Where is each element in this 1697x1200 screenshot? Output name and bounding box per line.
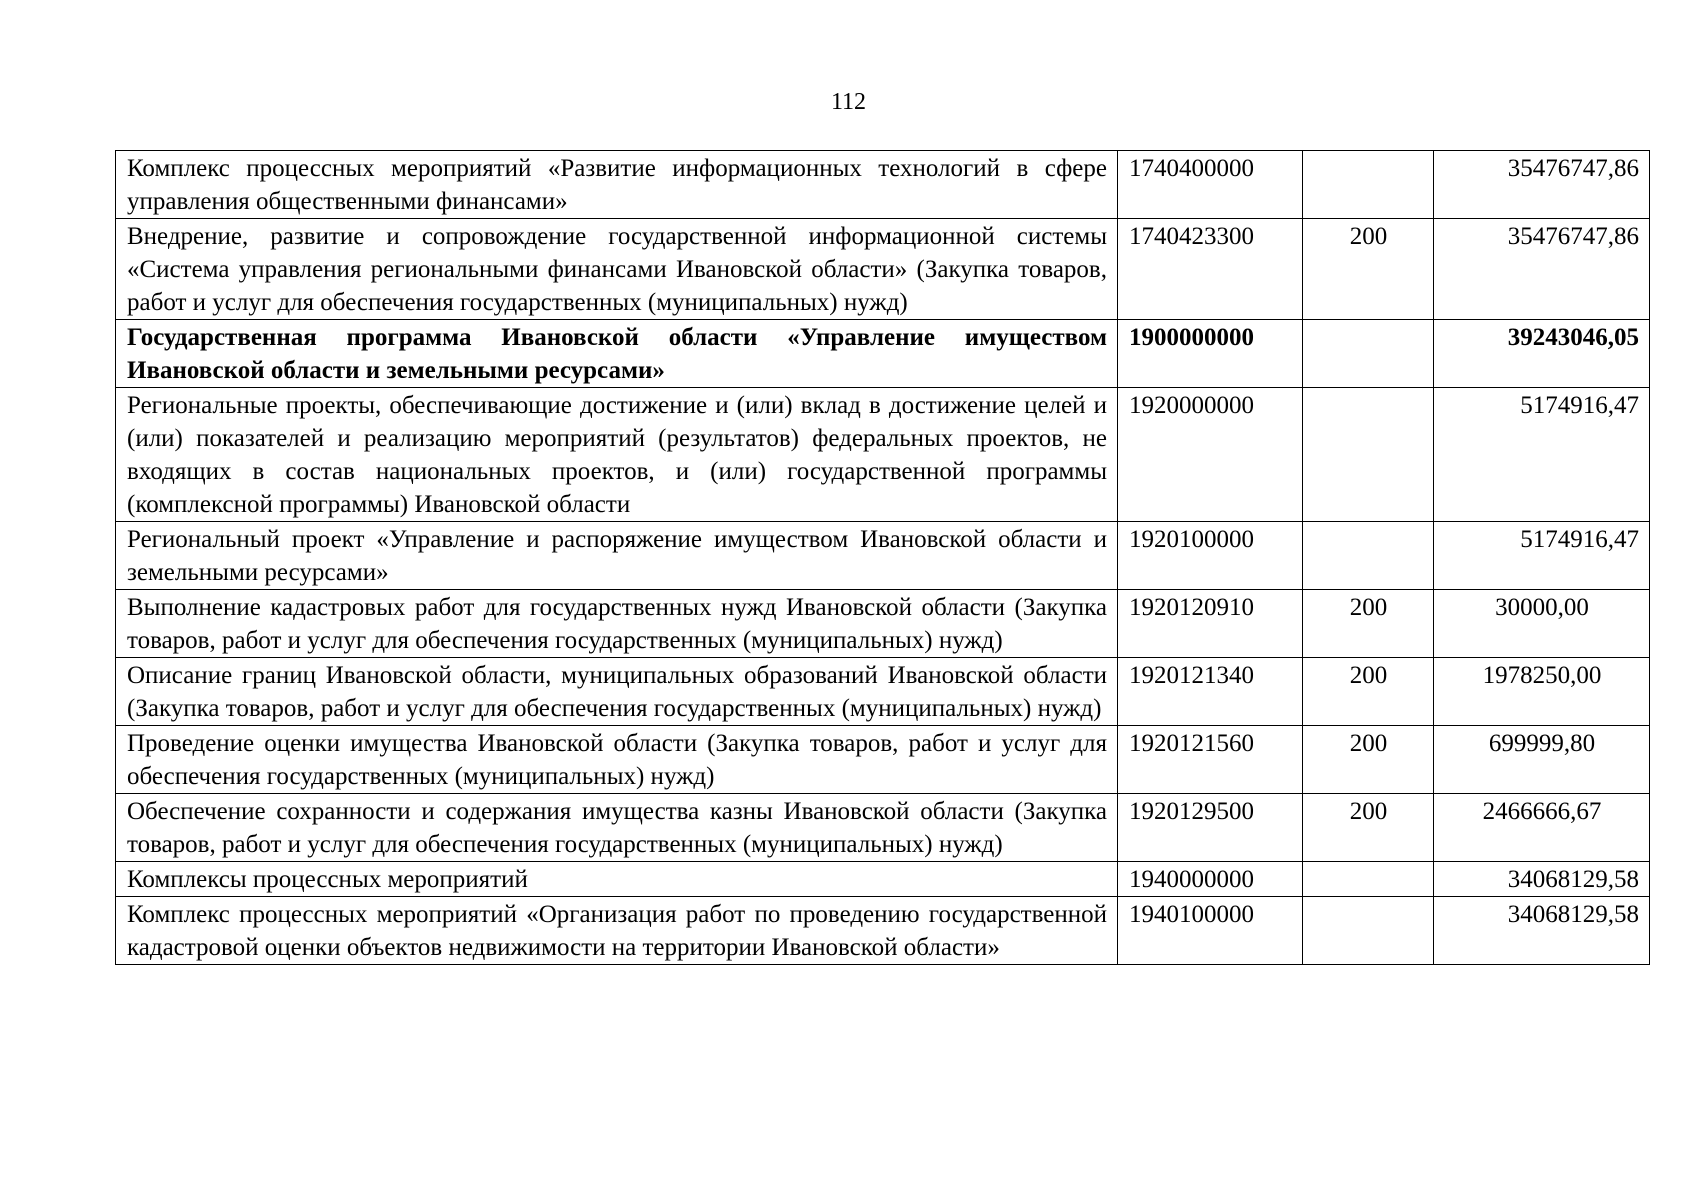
table-row [116,590,1650,658]
row-expense-type [1303,151,1434,219]
row-expense-type: 200 [1303,726,1434,794]
row-expense-type: 200 [1303,658,1434,726]
row-amount: 39243046,05 [1434,320,1650,388]
row-code: 1740423300 [1118,219,1303,320]
row-code: 1900000000 [1118,320,1303,388]
row-name: Региональный проект «Управление и распоряжение имуществом Ивановской области и земельными ресурсами» [116,522,1118,590]
row-name: Государственная программа Ивановской области «Управление имуществом Ивановской области и земельными ресурсами» [116,320,1118,388]
table-row [116,658,1650,726]
table-row [116,794,1650,862]
row-amount: 699999,80 [1434,726,1650,794]
row-amount: 35476747,86 [1434,151,1650,219]
table-row [116,726,1650,794]
row-code: 1920100000 [1118,522,1303,590]
row-amount: 34068129,58 [1434,897,1650,965]
row-code: 1920120910 [1118,590,1303,658]
row-code: 1920121560 [1118,726,1303,794]
row-code: 1920129500 [1118,794,1303,862]
table-row [116,862,1650,897]
row-code: 1920000000 [1118,388,1303,522]
row-code: 1940000000 [1118,862,1303,897]
budget-table [115,150,1650,965]
table-row [116,388,1650,522]
row-amount: 5174916,47 [1434,522,1650,590]
row-amount: 2466666,67 [1434,794,1650,862]
row-expense-type [1303,388,1434,522]
row-amount: 34068129,58 [1434,862,1650,897]
row-name: Выполнение кадастровых работ для государственных нужд Ивановской области (Закупка товаров, работ и услуг для обеспечения государственных (муниципальных) нужд) [116,590,1118,658]
row-expense-type: 200 [1303,590,1434,658]
row-name: Комплекс процессных мероприятий «Развитие информационных технологий в сфере управления общественными финансами» [116,151,1118,219]
row-name: Комплекс процессных мероприятий «Организация работ по проведению государственной кадастровой оценки объектов недвижимости на территории Ивановской области» [116,897,1118,965]
row-expense-type [1303,522,1434,590]
row-expense-type: 200 [1303,219,1434,320]
row-amount: 35476747,86 [1434,219,1650,320]
table-row [116,151,1650,219]
row-amount: 5174916,47 [1434,388,1650,522]
table-row [116,522,1650,590]
row-code: 1920121340 [1118,658,1303,726]
table-row [116,320,1650,388]
row-name: Обеспечение сохранности и содержания имущества казны Ивановской области (Закупка товаров, работ и услуг для обеспечения государственных (муниципальных) нужд) [116,794,1118,862]
row-code: 1940100000 [1118,897,1303,965]
row-name: Комплексы процессных мероприятий [116,862,1118,897]
row-name: Описание границ Ивановской области, муниципальных образований Ивановской области (Закупка товаров, работ и услуг для обеспечения государственных (муниципальных) нужд) [116,658,1118,726]
row-expense-type [1303,862,1434,897]
row-expense-type [1303,897,1434,965]
row-name: Внедрение, развитие и сопровождение государственной информационной системы «Система управления региональными финансами Ивановской области» (Закупка товаров, работ и услуг для обеспечения государственных (муниципальных) нужд) [116,219,1118,320]
row-amount: 1978250,00 [1434,658,1650,726]
row-name: Проведение оценки имущества Ивановской области (Закупка товаров, работ и услуг для обеспечения государственных (муниципальных) нужд) [116,726,1118,794]
table-row [116,897,1650,965]
row-amount: 30000,00 [1434,590,1650,658]
row-code: 1740400000 [1118,151,1303,219]
table-row [116,219,1650,320]
row-expense-type [1303,320,1434,388]
row-name: Региональные проекты, обеспечивающие достижение и (или) вклад в достижение целей и (или) показателей и реализацию мероприятий (результатов) федеральных проектов, не входящих в состав национальных проектов, и (или) государственной программы (комплексной программы) Ивановской области [116,388,1118,522]
page-number: 112 [830,89,867,115]
row-expense-type: 200 [1303,794,1434,862]
